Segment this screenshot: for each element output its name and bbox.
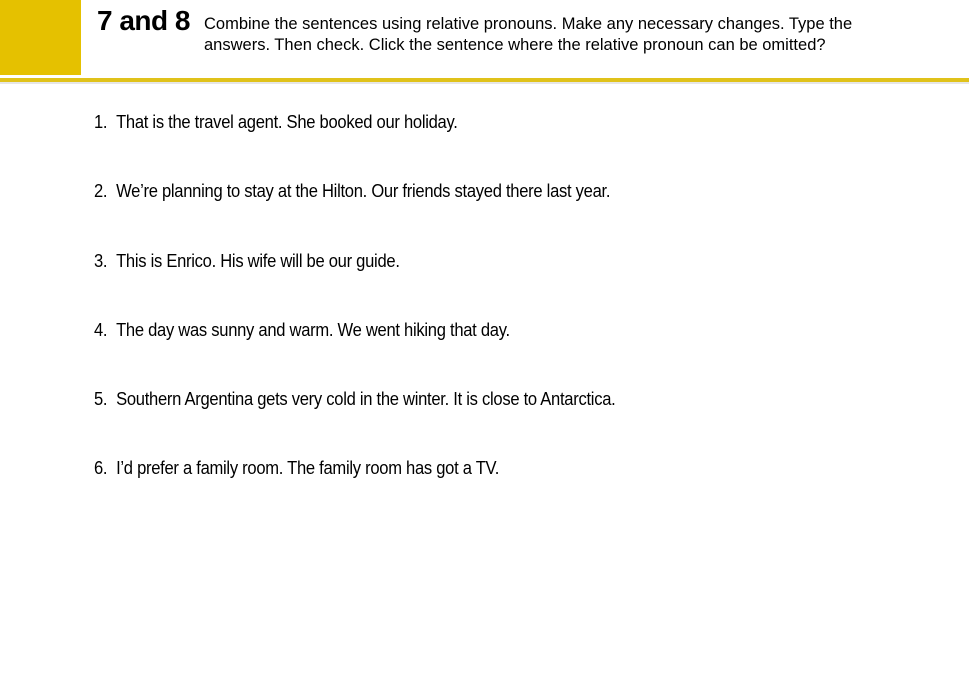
sentence-number: 6. bbox=[94, 458, 108, 479]
sentence-item-3[interactable] bbox=[94, 247, 615, 316]
sentence-text[interactable]: I’d prefer a family room. The family room has got a TV. bbox=[116, 458, 500, 479]
sentence-list bbox=[94, 108, 661, 524]
instructions: Combine the sentences using relative pronouns. Make any necessary changes. Type the answers. Then check. Click the sentence where the relative pronoun can be omitted? bbox=[204, 15, 853, 54]
sentence-item-2[interactable] bbox=[94, 177, 615, 246]
sentence-item-4[interactable] bbox=[94, 316, 615, 385]
accent-block bbox=[0, 0, 81, 75]
sentence-text[interactable]: Southern Argentina gets very cold in the winter. It is close to Antarctica. bbox=[116, 389, 616, 410]
sentence-number: 3. bbox=[94, 250, 108, 271]
sentence-item-1[interactable] bbox=[94, 108, 615, 177]
sentence-item-5[interactable] bbox=[94, 385, 615, 454]
sentence-number: 5. bbox=[94, 389, 108, 410]
sentence-text[interactable]: That is the travel agent. She booked our holiday. bbox=[116, 112, 458, 132]
sentence-text[interactable]: The day was sunny and warm. We went hiking that day. bbox=[116, 319, 510, 340]
exercise-header bbox=[0, 0, 969, 84]
sentence-text[interactable]: This is Enrico. His wife will be our guide. bbox=[116, 250, 400, 271]
sentence-number: 4. bbox=[94, 319, 108, 340]
header-shadow bbox=[0, 82, 969, 84]
exercise-number: 7 and 8 bbox=[97, 5, 190, 36]
sentence-text[interactable]: We’re planning to stay at the Hilton. Our friends stayed there last year. bbox=[116, 181, 611, 202]
sentence-number: 1. bbox=[94, 112, 108, 132]
sentence-number: 2. bbox=[94, 181, 108, 202]
sentence-item-6[interactable] bbox=[94, 454, 615, 523]
